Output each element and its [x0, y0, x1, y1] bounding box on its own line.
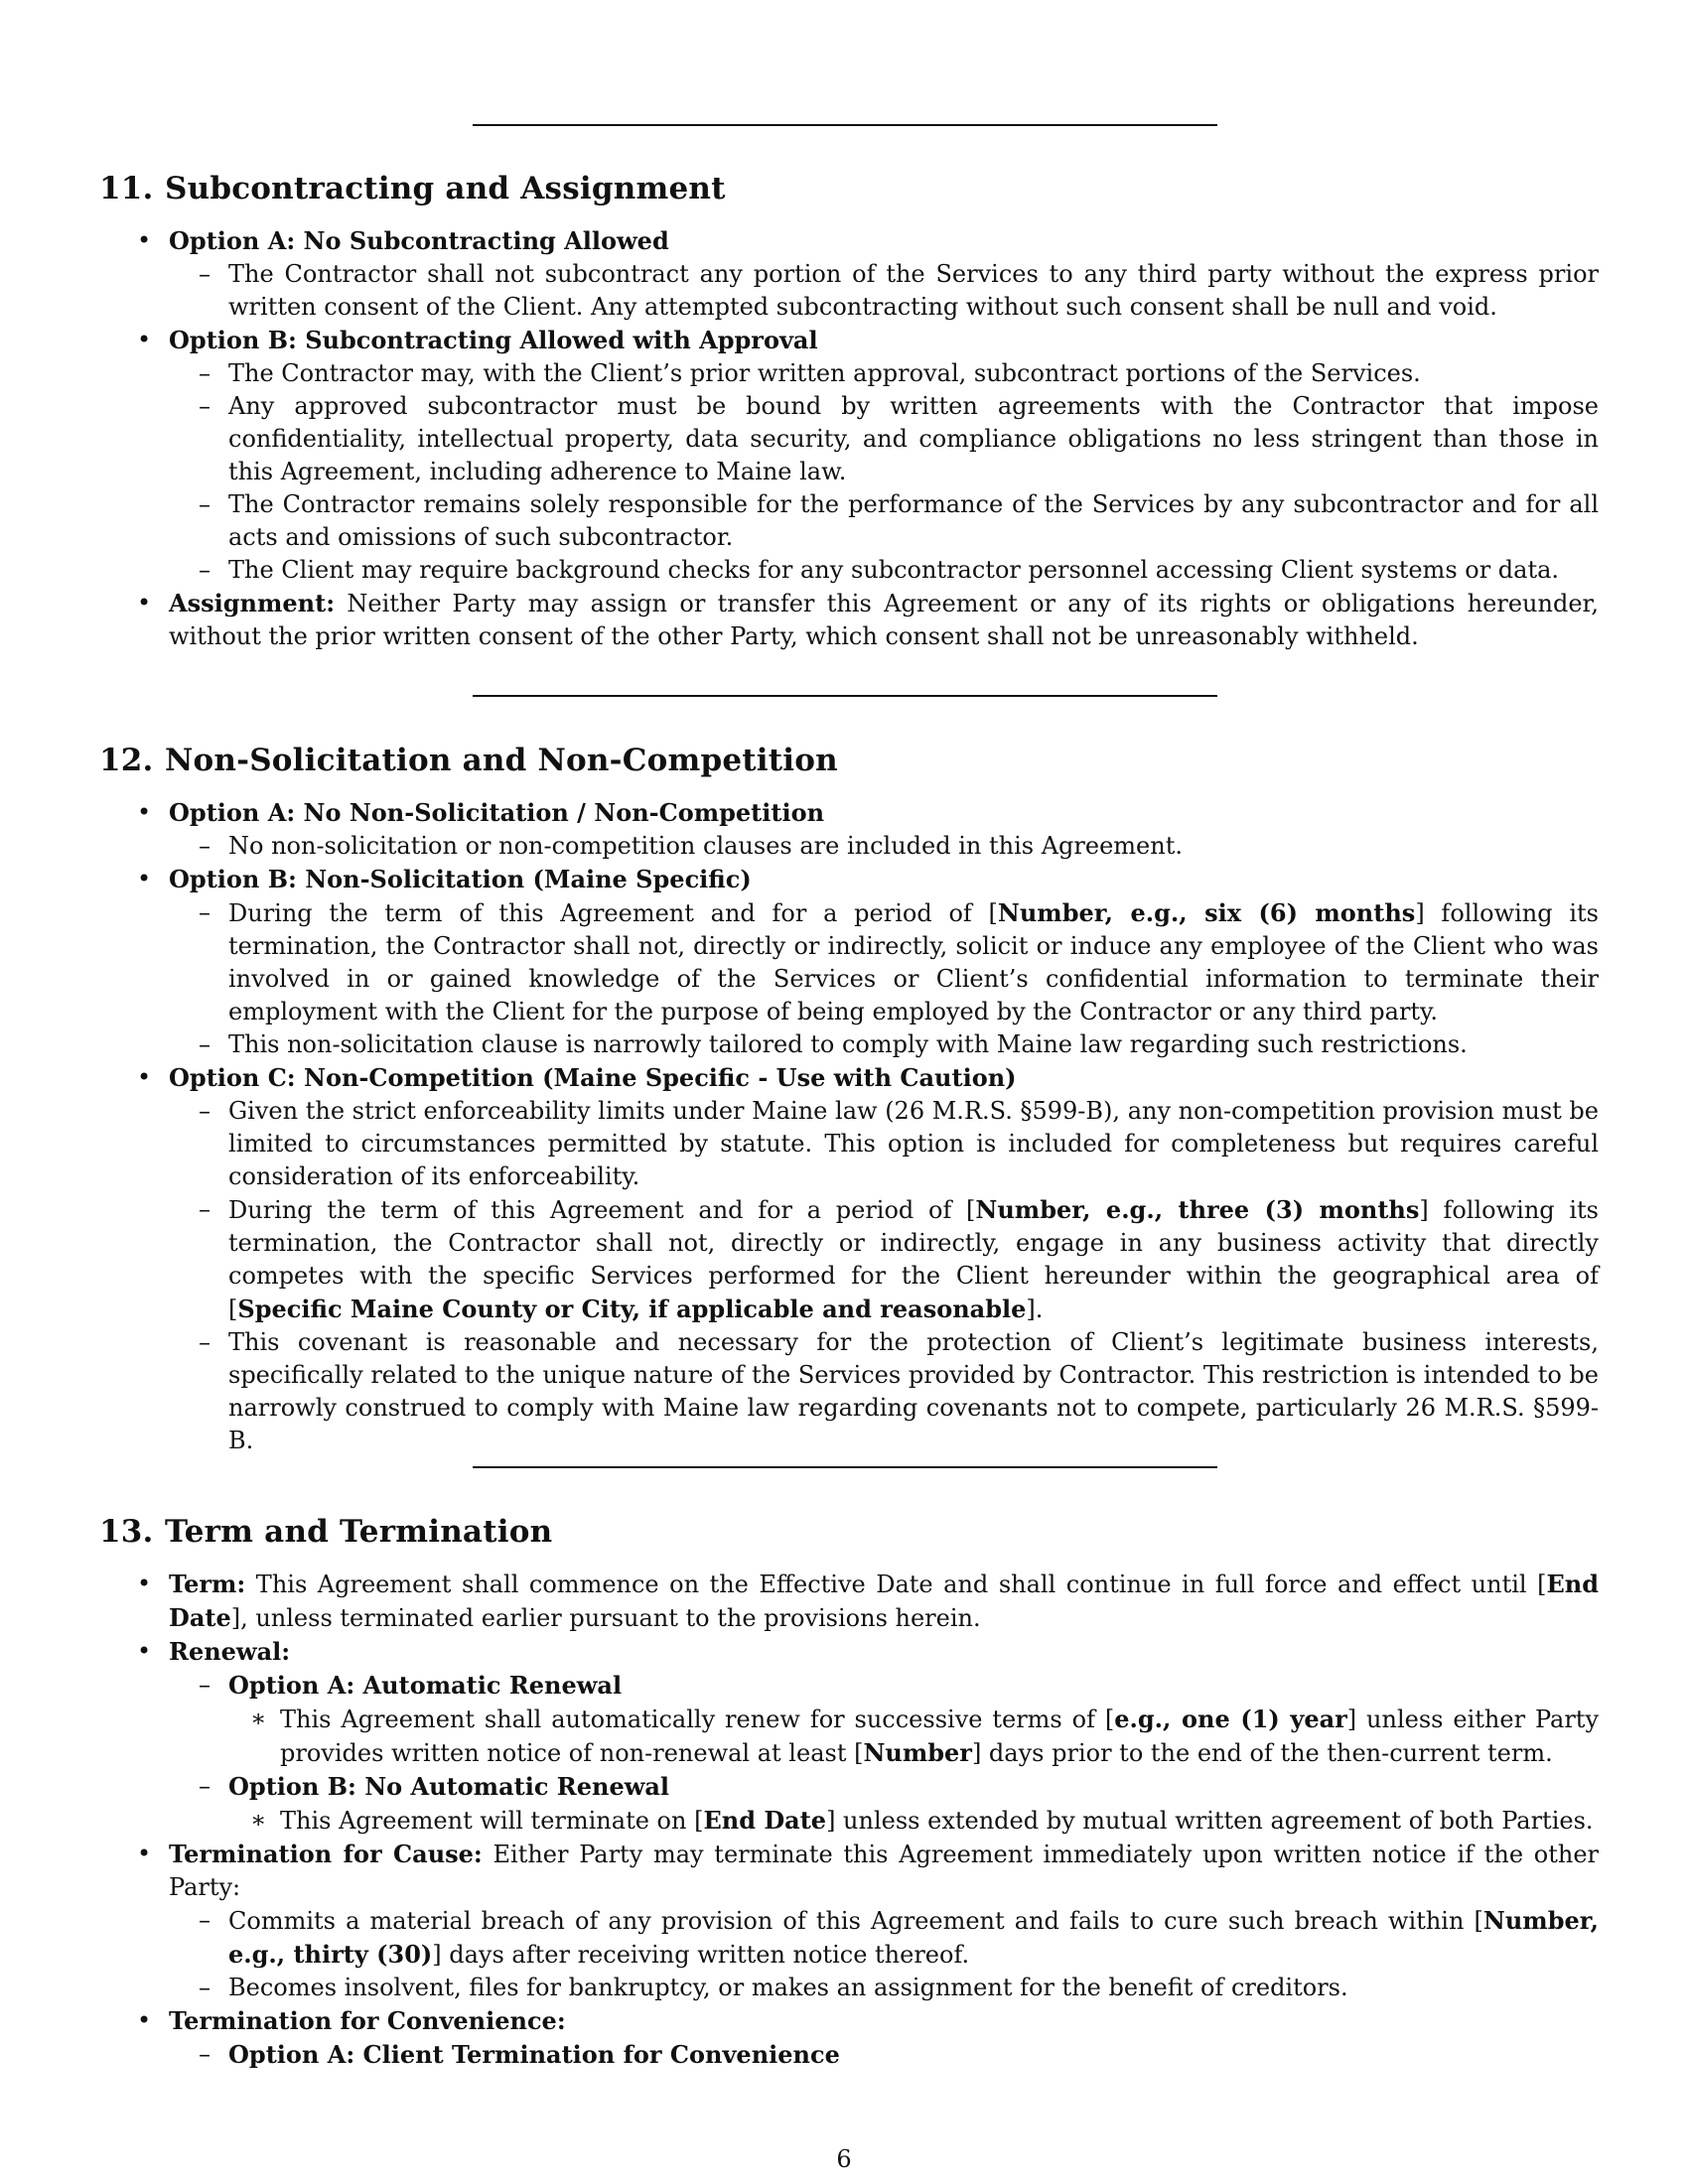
list-item: • Assignment: Neither Party may assign or transfer this Agreement or any of its rights or obligations hereunder, without the prior written consent of the other Party, which consent shall not be unreasonably withheld.: [99, 587, 1599, 653]
section-heading: 13. Term and Termination: [99, 1514, 553, 1550]
section-12: [99, 741, 1599, 1457]
list-item: • Option C: Non-Competition (Maine Specific - Use with Caution) – Given the strict enforceability limits under Maine law (26 M.R.S. §599-B), any non-competition provision must be limited to circumstances permitted by statute. This option is included for completeness but requires careful consideration of its enforceability. – During the term of this Agreement and for a period of [Number, e.g., three (3) months] following its termination, the Contractor shall not, directly or indirectly, engage in any business activity that directly competes with the specific Services performed for the Client hereunder within the geographical area of [Specific Maine County or City, if applicable and reasonable]. – This covenant is reasonable and necessary for the protection of Client’s legitimate business interests, specifically related to the unique nature of the Services provided by Contractor. This restriction is intended to be narrowly construed to comply with Maine law regarding covenants not to compete, particularly 26 M.R.S. §599-B.: [99, 1061, 1599, 1457]
list-item: – This non-solicitation clause is narrowly tailored to comply with Maine law regarding such restrictions.: [169, 1028, 1599, 1061]
section-heading: 12. Non-Solicitation and Non-Competition: [99, 743, 838, 778]
list-item: • Termination for Convenience: – Option A: Client Termination for Convenience: [99, 2004, 1599, 2072]
section-heading: 11. Subcontracting and Assignment: [99, 171, 726, 206]
list-item: – Commits a material breach of any provision of this Agreement and fails to cure such breach within [Number, e.g., thirty (30)] days after receiving written notice thereof.: [169, 1904, 1599, 1972]
list-item: – Given the strict enforceability limits under Maine law (26 M.R.S. §599-B), any non-competition provision must be limited to circumstances permitted by statute. This option is included for completeness but requires careful consideration of its enforceability.: [169, 1095, 1599, 1193]
list-item: – The Client may require background checks for any subcontractor personnel accessing Client systems or data.: [169, 554, 1599, 587]
section-divider: [473, 124, 1217, 126]
list-item: • Option A: No Subcontracting Allowed – The Contractor shall not subcontract any portion of the Services to any third party without the express prior written consent of the Client. Any attempted subcontracting without such consent shall be null and void.: [99, 224, 1599, 324]
list-item: – No non-solicitation or non-competition clauses are included in this Agreement.: [169, 830, 1599, 863]
list-item: – This covenant is reasonable and necessary for the protection of Client’s legitimate business interests, specifically related to the unique nature of the Services provided by Contractor. This restriction is intended to be narrowly construed to comply with Maine law regarding covenants not to compete, particularly 26 M.R.S. §599-B.: [169, 1326, 1599, 1457]
list-item: • Option B: Non-Solicitation (Maine Specific) – During the term of this Agreement and for a period of [Number, e.g., six (6) months] following its termination, the Contractor shall not, directly or indirectly, solicit or induce any employee of the Client who was involved in or gained knowledge of the Services or Client’s confidential information to terminate their employment with the Client for the purpose of being employed by the Contractor or any third party. – This non-solicitation clause is narrowly tailored to comply with Maine law regarding such restrictions.: [99, 863, 1599, 1061]
list-item: ∗ This Agreement will terminate on [End Date] unless extended by mutual written agreement of both Parties.: [228, 1804, 1599, 1838]
list-item: – The Contractor may, with the Client’s prior written approval, subcontract portions of the Services.: [169, 357, 1599, 390]
list-item: ∗ This Agreement shall automatically renew for successive terms of [e.g., one (1) year] unless either Party provides written notice of non-renewal at least [Number] days prior to the end of the then-current term.: [228, 1703, 1599, 1770]
section-divider: [473, 1466, 1217, 1468]
list-item: – The Contractor shall not subcontract any portion of the Services to any third party without the express prior written consent of the Client. Any attempted subcontracting without such consent shall be null and void.: [169, 258, 1599, 324]
list-item: – Option B: No Automatic Renewal ∗ This Agreement will terminate on [End Date] unless extended by mutual written agreement of both Parties.: [169, 1770, 1599, 1838]
list-item: – Any approved subcontractor must be bound by written agreements with the Contractor that impose confidentiality, intellectual property, data security, and compliance obligations no less stringent than those in this Agreement, including adherence to Maine law.: [169, 390, 1599, 488]
list-item: – The Contractor remains solely responsible for the performance of the Services by any subcontractor and for all acts and omissions of such subcontractor.: [169, 488, 1599, 554]
list-item: – Option A: Automatic Renewal ∗ This Agreement shall automatically renew for successive terms of [e.g., one (1) year] unless either Party provides written notice of non-renewal at least [Number] days prior to the end of the then-current term.: [169, 1669, 1599, 1770]
list-item: – During the term of this Agreement and for a period of [Number, e.g., three (3) months] following its termination, the Contractor shall not, directly or indirectly, engage in any business activity that directly competes with the specific Services performed for the Client hereunder within the geographical area of [Specific Maine County or City, if applicable and reasonable].: [169, 1193, 1599, 1326]
list-item: • Term: This Agreement shall commence on the Effective Date and shall continue in full force and effect until [End Date], unless terminated earlier pursuant to the provisions herein.: [99, 1568, 1599, 1635]
list-item: – Option A: Client Termination for Convenience: [169, 2038, 1599, 2072]
section-13: [99, 1512, 1599, 2072]
section-11: [99, 169, 1599, 653]
list-item: • Option B: Subcontracting Allowed with Approval – The Contractor may, with the Client’s prior written approval, subcontract portions of the Services. – Any approved subcontractor must be bound by written agreements with the Contractor that impose confidentiality, intellectual property, data security, and compliance obligations no less stringent than those in this Agreement, including adherence to Maine law. – The Contractor remains solely responsible for the performance of the Services by any subcontractor and for all acts and omissions of such subcontractor. – The Client may require background checks for any subcontractor personnel accessing Client systems or data.: [99, 324, 1599, 587]
list-item: • Renewal: – Option A: Automatic Renewal ∗ This Agreement shall automatically renew for successive terms of [e.g., one (1) year] unless either Party provides written notice of non-renewal at least [Number] days prior to the end of the then-current term. – Option B: No Automatic Renewal ∗ This Agreement will terminate on [End Date] unless extended by mutual written agreement of both Parties.: [99, 1635, 1599, 1838]
list-item: – Becomes insolvent, files for bankruptcy, or makes an assignment for the benefit of creditors.: [169, 1972, 1599, 2004]
list-item: • Termination for Cause: Either Party may terminate this Agreement immediately upon written notice if the other Party: – Commits a material breach of any provision of this Agreement and fails to cure such breach within [Number, e.g., thirty (30)] days after receiving written notice thereof. – Becomes insolvent, files for bankruptcy, or makes an assignment for the benefit of creditors.: [99, 1838, 1599, 2004]
list-item: • Option A: No Non-Solicitation / Non-Competition – No non-solicitation or non-competition clauses are included in this Agreement.: [99, 796, 1599, 863]
list-item: – During the term of this Agreement and for a period of [Number, e.g., six (6) months] following its termination, the Contractor shall not, directly or indirectly, solicit or induce any employee of the Client who was involved in or gained knowledge of the Services or Client’s confidential information to terminate their employment with the Client for the purpose of being employed by the Contractor or any third party.: [169, 896, 1599, 1028]
section-divider: [473, 695, 1217, 697]
page-number: 6: [836, 2145, 852, 2173]
